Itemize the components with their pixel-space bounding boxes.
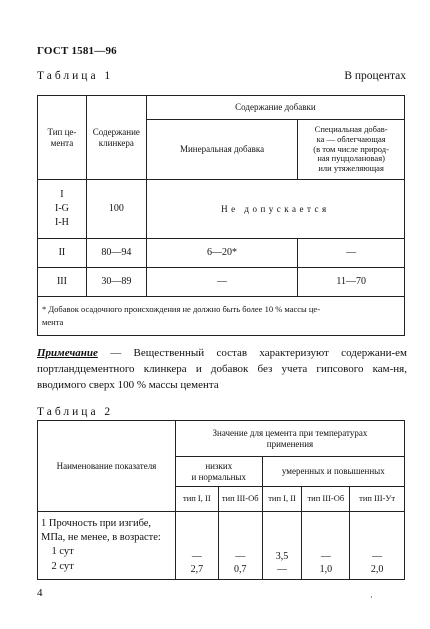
t2-row1-v1: — 2,7 [175,512,218,580]
t1-row2-mineral: 6—20* [146,239,297,268]
t2-row1-v4: — 1,0 [302,512,350,580]
t1-row2-clinker: 80—94 [86,239,146,268]
t2-row1-v3: 3,5 — [262,512,302,580]
t2-head-c4: тип III-Об [302,487,350,512]
t2-row1-label: 1 Прочность при изгибе, МПа, не менее, в возрасте: 1 сут 2 сут [38,512,176,580]
t2-head-low: низких и нормальных [175,457,262,487]
t1-row2-special: — [298,239,405,268]
document-header: ГОСТ 1581—96 [37,45,117,57]
t2-row1-v5: — 2,0 [350,512,405,580]
table1 [37,95,405,336]
t1-footnote: * Добавок осадочного происхождения не должно быть более 10 % массы це- мента [38,297,405,336]
scan-mark: · [370,592,373,602]
t1-row3-special: 11—70 [298,268,405,297]
t1-row3-type: III [38,268,87,297]
t2-row1-v2: — 0,7 [218,512,262,580]
t1-head-type: Тип це- мента [38,96,87,180]
table2-title: Таблица 2 [37,406,114,418]
t1-head-special: Специальная добав- ка — облегчающая (в том числе природ- ная пуццолановая) или утяжеляющая [298,120,405,180]
t2-head-group: Значение для цемента при температурах применения [175,421,404,457]
note-text: — Вещественный состав характеризуют содержани-ем портландцементного клинкера и добавок без учета гипсового кам-ня, вводимого сверх 100 % массы цемента [37,347,407,391]
t1-row1-merged: Не допускается [146,180,404,239]
t1-head-clinker: Содержание клинкера [86,96,146,180]
t1-head-group: Содержание добавки [146,96,404,120]
t2-head-c1: тип I, II [175,487,218,512]
note-paragraph [37,346,407,394]
t1-row2-type: II [38,239,87,268]
table1-units: В процентах [344,70,406,82]
t2-head-c3: тип I, II [262,487,302,512]
table1-title: Таблица 1 [37,70,114,82]
t2-head-c5: тип III-Ут [350,487,405,512]
t2-head-indicator: Наименование показателя [38,421,176,512]
t1-row1-clinker: 100 [86,180,146,239]
t1-row3-mineral: — [146,268,297,297]
t2-head-moderate: умеренных и повышенных [262,457,404,487]
t1-row3-clinker: 30—89 [86,268,146,297]
table2 [37,420,405,580]
note-label: Примечание [37,347,98,359]
t1-head-mineral: Минеральная добавка [146,120,297,180]
t1-row1-type: I I-G I-H [38,180,87,239]
page-number: 4 [37,587,43,599]
t2-head-c2: тип III-Об [218,487,262,512]
